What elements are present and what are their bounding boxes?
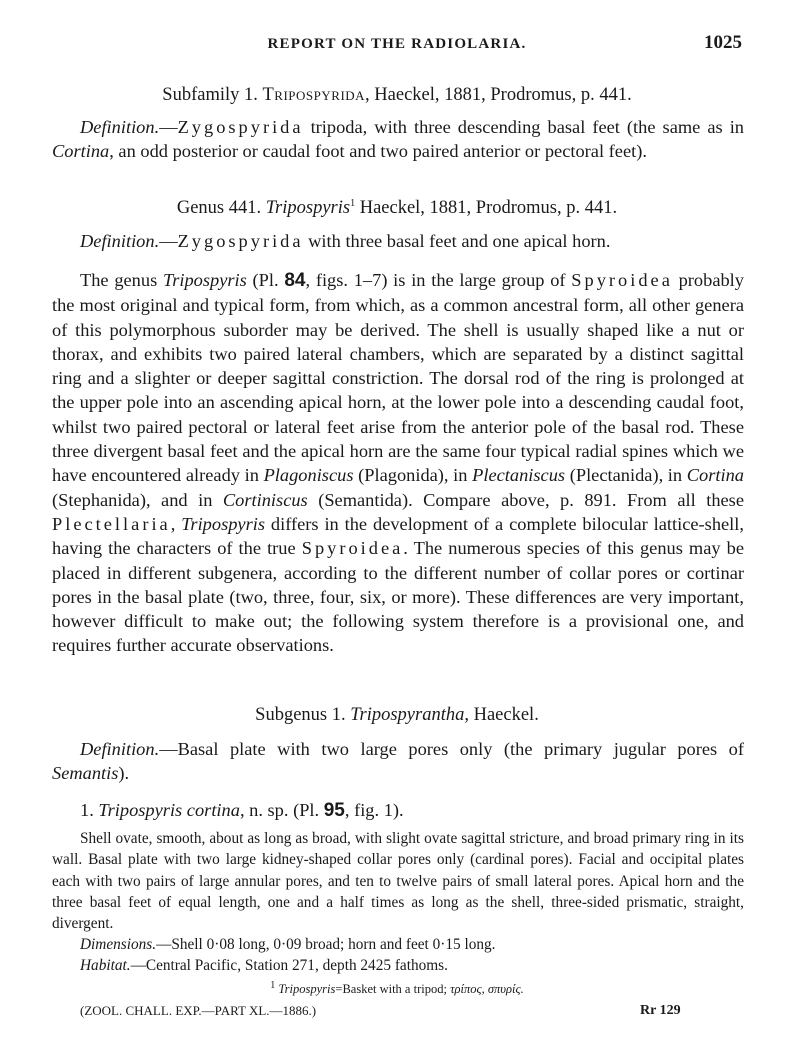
genus-description: The genus Tripospyris (Pl. 84, figs. 1–7) is in the large group of Spyroidea probably the most original and typical form, from which, as a common ancestral form, all other genera of this polymorphous suborder may be derived. The shell is usually shaped like a nut or thorax, and exhibits two paired lateral chambers, which are separated by a distinct sagittal ring and a slighter or deeper sagittal constriction. The dorsal rod of the ring is prolonged at the upper pole into an ascending apical horn, at the lower pole into a descending caudal foot, whilst two paired pectoral or lateral feet arise from the anterior pole of the basal rod. These three divergent basal feet and the apical horn are the same four typical radial spines which we have encountered already in Plagoniscus (Plagonida), in Plectaniscus (Plectanida), in Cortina (Stephanida), and in Cortiniscus (Semantida). Compare above, p. 891. From all these Plectellaria, Tripospyris differs in the development of a complete bilocular lattice-shell, having the characters of the true Spyroidea. The numerous species of this genus may be placed in different subgenera, according to the different number of collar pores or cortinar pores in the basal plate (two, three, four, six, or more). These differences are very important, however difficult to make out; the following system therefore is a provisional one, and requires further accurate observations. — [52, 270, 744, 656]
species-plate-number: 95 — [323, 800, 345, 821]
plate-number: 84 — [284, 270, 306, 291]
species-heading: 1. Tripospyris cortina, n. sp. (Pl. 95, fig. 1). — [80, 800, 404, 821]
species-name: Tripospyris cortina — [98, 800, 240, 820]
publication-footer: (ZOOL. CHALL. EXP.—PART XL.—1886.) — [80, 1003, 317, 1018]
subgenus-name: Tripospyrantha — [350, 705, 465, 725]
species-dimensions: Dimensions.—Shell 0·08 long, 0·09 broad; horn and feet 0·15 long. — [80, 936, 496, 953]
footnote-reference: 1 — [350, 197, 356, 209]
signature-mark: Rr 129 — [640, 1003, 681, 1018]
subgenus-heading: Subgenus 1. Tripospyrantha, Haeckel. — [255, 705, 539, 725]
genus-heading: Genus 441. Tripospyris$^1$ Haeckel, 1881, Prodromus, p. 441. — [176, 197, 618, 218]
genus-name: Tripospyris — [265, 198, 351, 218]
genus-definition: Definition.—Zygospyrida with three basal feet and one apical horn. — [80, 231, 611, 251]
footnote: $^1$ Tripospyris=Basket with a tripod; τρίπος, σπυρίς. — [270, 979, 524, 996]
species-description: Shell ovate, smooth, about as long as broad, with slight ovate sagittal stricture, and broad primary ring in its wall. Basal plate with two large kidney-shaped collar pores only (cardinal pores). Facial and occipital plates each with two pairs of large annular pores, and ten to twelve pairs of small lateral pores. Apical horn and the three basal feet of equal length, one and a half times as long as the shell, three-sided prismatic, straight, divergent. — [52, 830, 744, 933]
page-number: 1025 — [704, 32, 742, 53]
subfamily-heading: Subfamily 1. Tripospyrida, Haeckel, 1881, Prodromus, p. 441. — [162, 85, 632, 105]
subfamily-definition: Definition.—Zygospyrida tripoda, with three descending basal feet (the same as in Cortina, an odd posterior or caudal foot and two paired anterior or pectoral feet). — [52, 117, 744, 162]
subgenus-definition: Definition.—Basal plate with two large pores only (the primary jugular pores of Semantis). — [52, 739, 744, 784]
running-title: REPORT ON THE RADIOLARIA. — [267, 36, 527, 52]
species-habitat: Habitat.—Central Pacific, Station 271, depth 2425 fathoms. — [80, 957, 448, 974]
running-header — [52, 32, 742, 56]
subfamily-name: Tripospyrida — [262, 85, 366, 105]
